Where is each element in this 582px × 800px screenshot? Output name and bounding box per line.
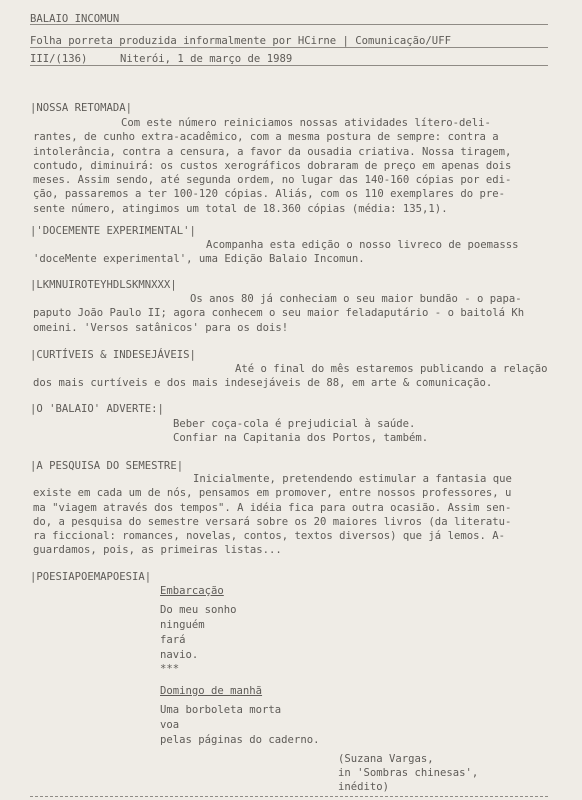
- header-rule: [30, 24, 548, 25]
- text-line: Confiar na Capitania dos Portos, também.: [173, 432, 429, 445]
- paragraph-adverte: [173, 417, 553, 446]
- text-line: paputo João Paulo II; agora conhecem o seu maior feladaputário - o baitolá Kh: [33, 307, 525, 320]
- poem-line: voa: [160, 719, 180, 731]
- poem-line: ninguém: [160, 619, 205, 631]
- credit-line: in 'Sombras chinesas',: [338, 767, 479, 779]
- paragraph-docemente: [33, 238, 553, 267]
- masthead-title: BALAIO INCOMUN: [30, 13, 120, 25]
- credit-line: inédito): [338, 781, 390, 793]
- text-line: dos mais curtíveis e dos mais indesejáveis de 88, em arte & comunicação.: [33, 377, 493, 390]
- section-heading-docemente: |'DOCEMENTE EXPERIMENTAL'|: [30, 225, 196, 237]
- poem-title: Embarcação: [160, 585, 224, 597]
- poem-credit: [338, 752, 478, 794]
- section-heading-pesquisa: |A PESQUISA DO SEMESTRE|: [30, 460, 184, 472]
- text-line: ra ficcional: romances, novelas, contos, textos diversos) que já lemos. A-: [33, 530, 505, 543]
- text-line: ção, passaremos a ter 100-120 cópias. Aliás, com os 110 exemplares do pre-: [33, 188, 505, 201]
- footer-rule: [30, 796, 548, 797]
- section-heading-curtiveis: |CURTÍVEIS & INDESEJÁVEIS|: [30, 349, 196, 361]
- poem-line: Do meu sonho: [160, 604, 237, 616]
- poem-line: navio.: [160, 649, 199, 661]
- issue-number: III/(136): [30, 53, 88, 65]
- text-line: guardamos, pois, as primeiras listas...: [33, 544, 282, 557]
- credit-line: (Suzana Vargas,: [338, 753, 434, 765]
- place-date: Niterói, 1 de março de 1989: [120, 53, 293, 65]
- text-line: existe em cada um de nós, pensamos em promover, entre nossos professores, u: [33, 487, 512, 500]
- text-line: sente número, atingimos um total de 18.360 cópias (média: 135,1).: [33, 202, 448, 215]
- text-line: Até o final do mês estaremos publicando a relação: [235, 363, 548, 375]
- section-heading-poesia: |POESIAPOEMAPOESIA|: [30, 571, 152, 583]
- section-heading-retomada: |NOSSA RETOMADA|: [30, 102, 133, 114]
- section-heading-khomeini: |LKMNUIROTEYHDLSKMNXXX|: [30, 279, 177, 291]
- poem-line: pelas páginas do caderno.: [160, 734, 320, 746]
- poem-title: Domingo de manhã: [160, 685, 263, 697]
- paragraph-khomeini: [33, 292, 553, 335]
- text-line: Os anos 80 já conheciam o seu maior bundão - o papa-: [190, 293, 522, 305]
- masthead-subtitle: Folha porreta produzida informalmente por HCirne | Comunicação/UFF: [30, 35, 451, 47]
- paragraph-retomada: [33, 116, 553, 216]
- poem-line: Uma borboleta morta: [160, 704, 282, 716]
- text-line: Beber coça-cola é prejudicial à saúde.: [173, 418, 416, 430]
- header-rule: [30, 65, 548, 66]
- text-line: do, a pesquisa do semestre versará sobre os 20 maiores livros (da literatu-: [33, 515, 512, 528]
- text-line: intolerância, contra a censura, a favor da ousadia criativa. Nossa tiragem,: [33, 145, 512, 158]
- poem-embarcacao: [160, 584, 237, 663]
- text-line: rantes, de cunho extra-acadêmico, com a mesma postura de sempre: contra a: [33, 131, 499, 144]
- poem-separator: ***: [160, 663, 180, 675]
- paragraph-curtiveis: [33, 362, 553, 391]
- text-line: Inicialmente, pretendendo estimular a fantasia que: [193, 473, 512, 485]
- text-line: Acompanha esta edição o nosso livreco de poemasss: [206, 239, 519, 251]
- header-rule: [30, 47, 548, 48]
- text-line: omeini. 'Versos satânicos' para os dois!: [33, 321, 289, 334]
- poem-domingo: [160, 684, 319, 748]
- text-line: meses. Assim sendo, até segunda ordem, no lugar das 140-160 cópias por edi-: [33, 174, 512, 187]
- text-line: Com este número reiniciamos nossas atividades lítero-deli-: [121, 117, 491, 129]
- paragraph-pesquisa: [33, 472, 553, 558]
- text-line: ma "viagem através dos tempos". A idéia fica para outra ocasião. Assim sen-: [33, 501, 512, 514]
- section-heading-adverte: |O 'BALAIO' ADVERTE:|: [30, 403, 164, 415]
- text-line: contudo, diminuirá: os custos xerográficos dobraram de preço em apenas dois: [33, 159, 512, 172]
- text-line: 'doceMente experimental', uma Edição Balaio Incomun.: [33, 253, 365, 266]
- poem-line: fará: [160, 634, 186, 646]
